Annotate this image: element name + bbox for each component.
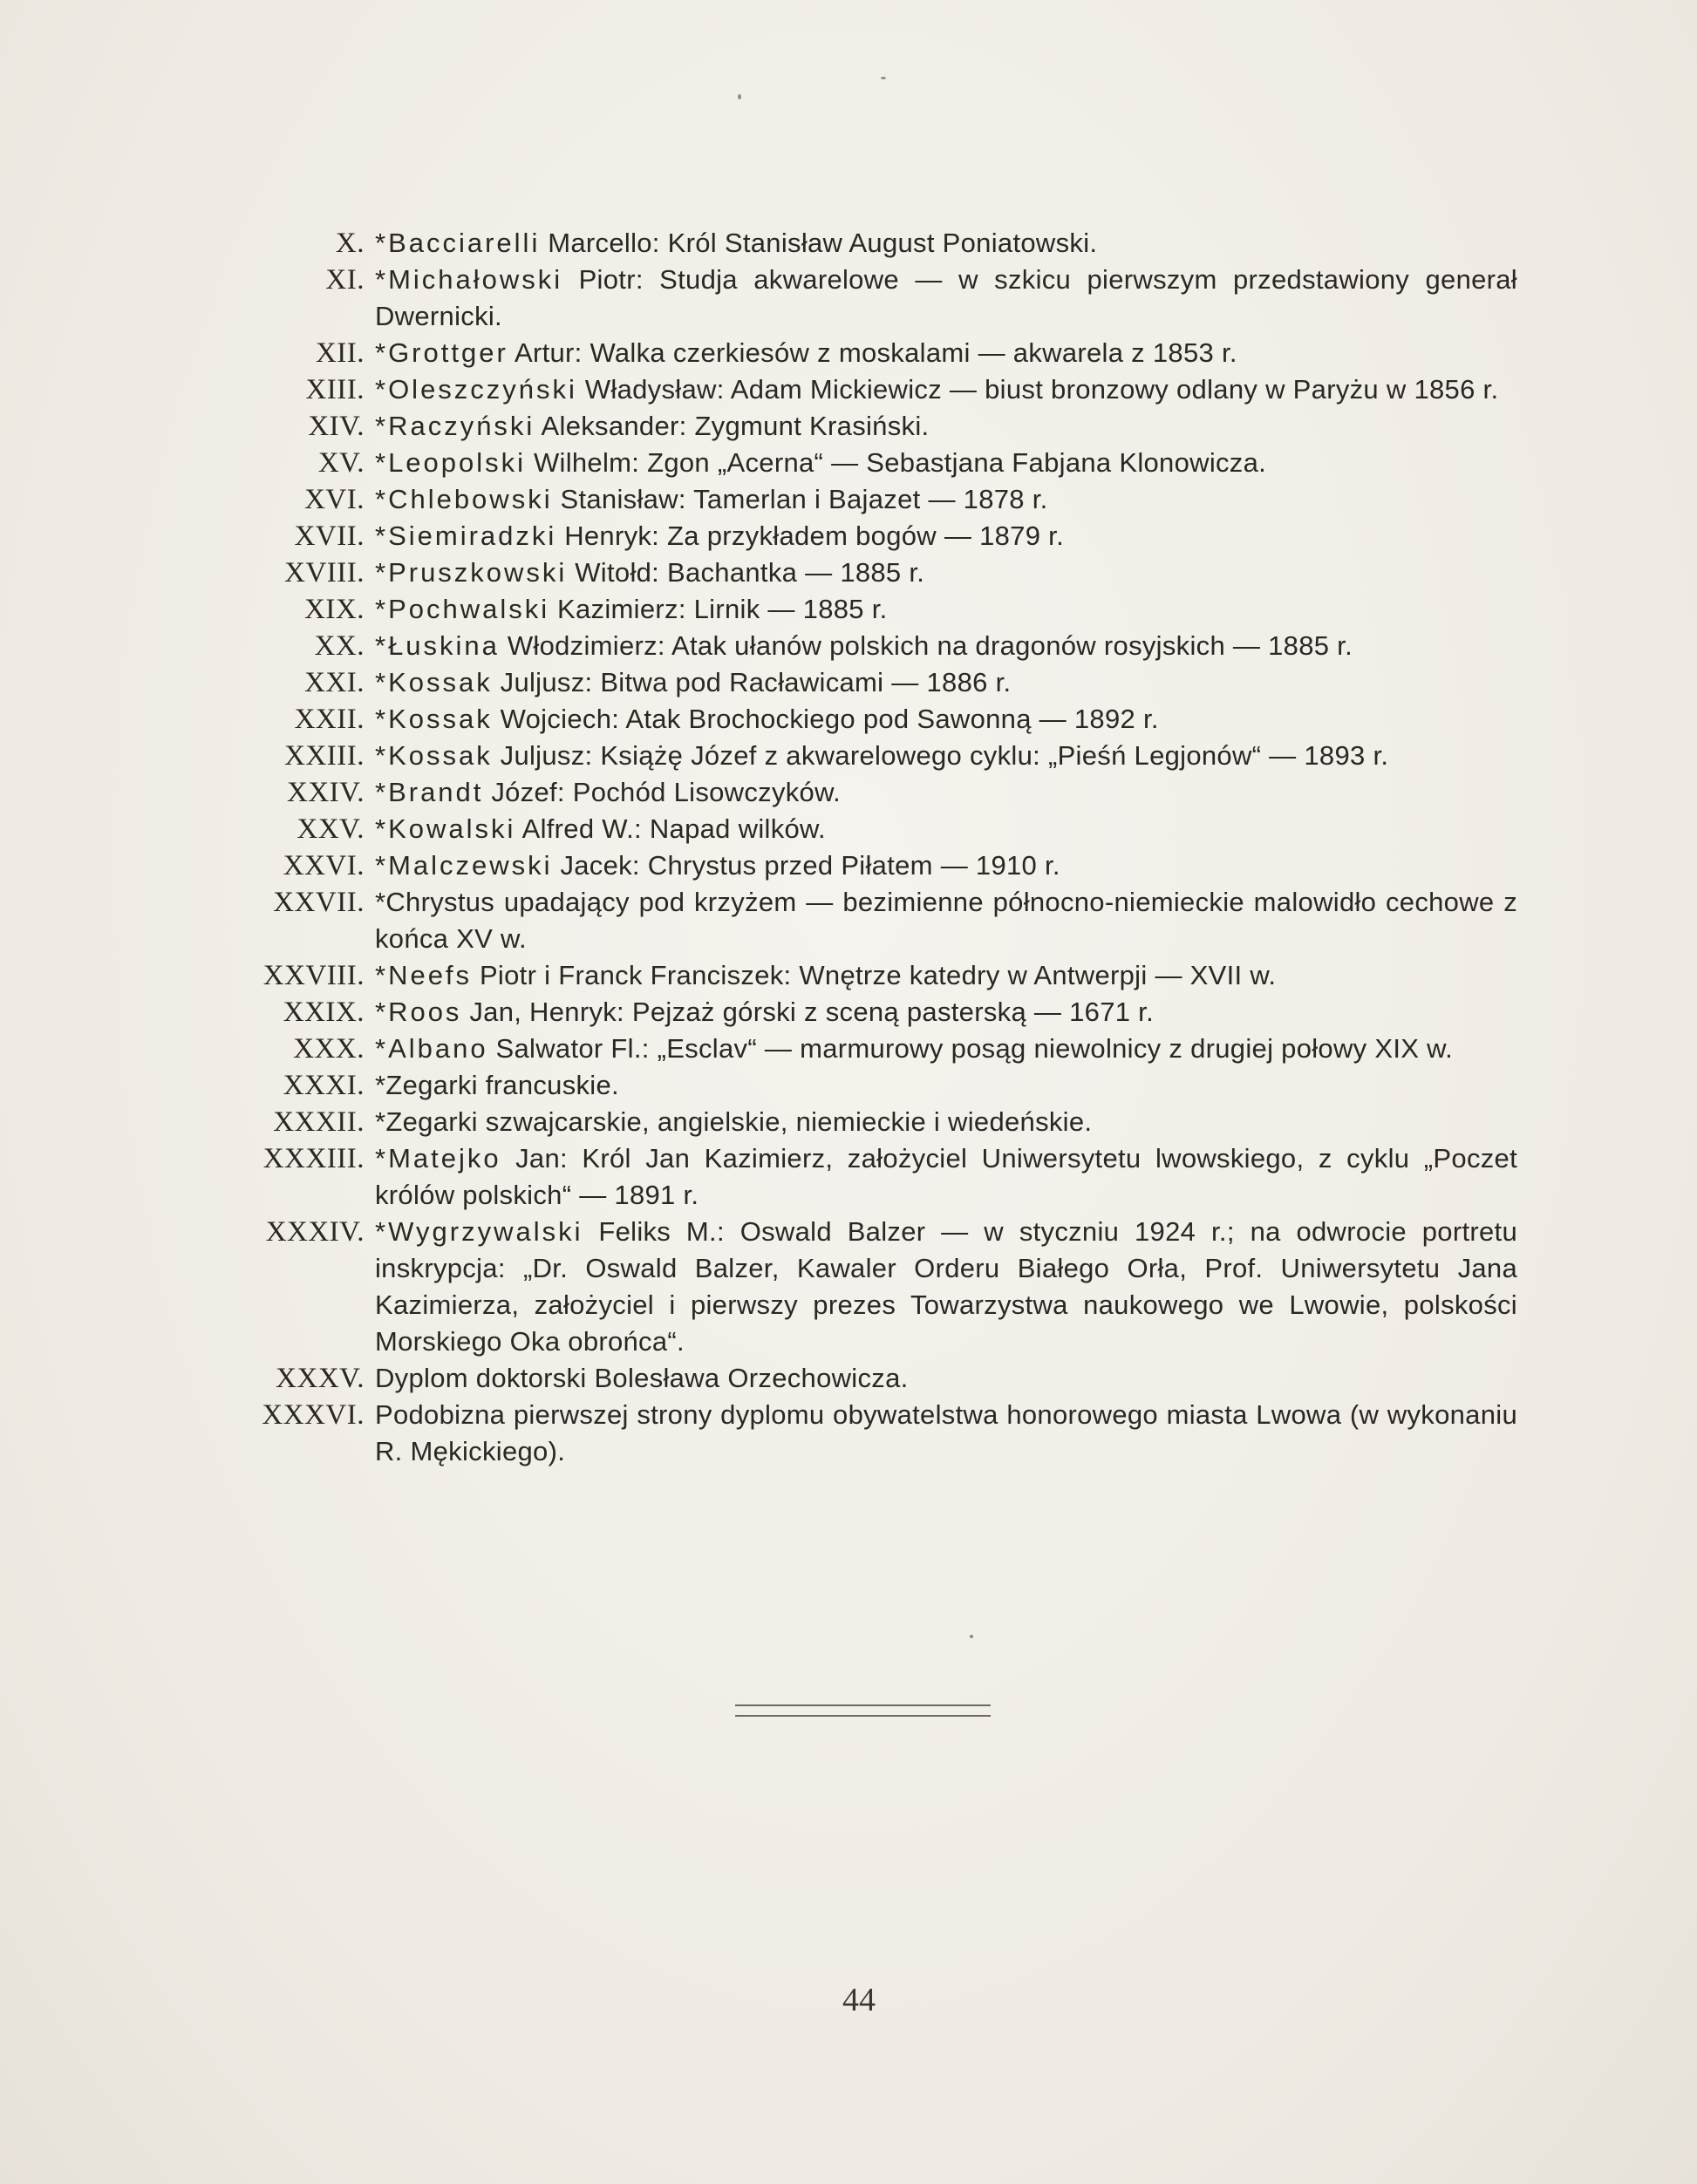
entry-author: *Grottger [375, 337, 508, 368]
entry-author: *Oleszczyński [375, 374, 577, 405]
catalog-entry [262, 481, 1517, 518]
entry-text [375, 701, 1517, 738]
entry-numeral: XXII. [294, 704, 365, 735]
entry-text [375, 884, 1517, 957]
catalog-entry [262, 628, 1517, 664]
entry-author: *Albano [375, 1033, 488, 1064]
entry-numeral: XIX. [304, 594, 365, 625]
entry-author: *Roos [375, 997, 462, 1027]
catalog-entry [262, 518, 1517, 555]
entry-description: Alfred W.: Napad wilków. [515, 813, 826, 844]
entry-description: Witołd: Bachantka — 1885 r. [567, 557, 925, 588]
entry-author: *Brandt [375, 777, 484, 807]
entry-description: Jacek: Chrystus przed Piłatem — 1910 r. [552, 850, 1060, 881]
catalog-entry [262, 664, 1517, 701]
entry-numeral: XXXII. [273, 1106, 365, 1138]
entry-numeral: XXVIII. [262, 960, 365, 991]
catalog-entry [262, 811, 1517, 847]
entry-description: *Zegarki szwajcarskie, angielskie, niemieckie i wiedeńskie. [375, 1106, 1093, 1137]
catalog-entry [262, 371, 1517, 408]
entry-numeral: XXXIV. [265, 1216, 365, 1248]
catalog-entry [262, 701, 1517, 738]
entry-description: Juljusz: Bitwa pod Racławicami — 1886 r. [492, 667, 1012, 697]
catalog-entry [262, 847, 1517, 884]
entry-author: *Kossak [375, 667, 493, 697]
catalog-entry [262, 1397, 1517, 1470]
entry-author: *Bacciarelli [375, 228, 541, 258]
entry-author: *Kowalski [375, 813, 516, 844]
entry-description: Podobizna pierwszej strony dyplomu obywatelstwa honorowego miasta Lwowa (w wykonaniu R. Mękickiego). [375, 1399, 1517, 1466]
entry-author: *Neefs [375, 960, 473, 990]
entry-text [375, 664, 1517, 701]
entry-description: Artur: Walka czerkiesów z moskalami — akwarela z 1853 r. [508, 337, 1237, 368]
entry-text [375, 957, 1517, 994]
catalog-entry [262, 555, 1517, 591]
paper-speck [970, 1635, 973, 1638]
entry-numeral: XXXIII. [262, 1143, 365, 1174]
entry-author: *Malczewski [375, 850, 553, 881]
entry-text [375, 445, 1517, 481]
catalog-entry [262, 335, 1517, 371]
entry-description: Stanisław: Tamerlan i Bajazet — 1878 r. [552, 484, 1048, 514]
entry-author: *Leopolski [375, 447, 527, 478]
entry-author: *Pruszkowski [375, 557, 568, 588]
entry-text [375, 262, 1517, 335]
entry-description: Salwator Fl.: „Esclav“ — marmurowy posąg niewolnicy z drugiej połowy XIX w. [487, 1033, 1454, 1064]
catalog-entry [262, 591, 1517, 628]
divider-line [735, 1704, 991, 1706]
paper-speck [881, 77, 886, 79]
entry-numeral: X. [335, 228, 365, 259]
entry-author: *Chlebowski [375, 484, 553, 514]
entry-description: Juljusz: Książę Józef z akwarelowego cyklu: „Pieśń Legjonów“ — 1893 r. [492, 740, 1389, 771]
entry-text [375, 847, 1517, 884]
catalog-entry [262, 1031, 1517, 1067]
entry-description: Marcello: Król Stanisław August Poniatowski. [540, 228, 1098, 258]
entry-text [375, 774, 1517, 811]
entry-numeral: XVI. [304, 484, 365, 515]
paper-speck [738, 94, 741, 99]
entry-author: *Łuskina [375, 630, 500, 661]
entry-numeral: XVII. [294, 520, 365, 552]
entry-numeral: XXIX. [283, 997, 365, 1028]
catalog-entry [262, 1104, 1517, 1140]
entry-description: Włodzimierz: Atak ułanów polskich na dragonów rosyjskich — 1885 r. [499, 630, 1353, 661]
entry-numeral: XXIV. [287, 777, 365, 808]
catalog-entry [262, 408, 1517, 445]
entry-description: *Chrystus upadający pod krzyżem — bezimienne północno-niemieckie malowidło cechowe z końca XV w. [375, 887, 1517, 954]
catalog-entry [262, 1140, 1517, 1214]
entry-description: Feliks M.: Oswald Balzer — w styczniu 1924 r.; na odwrocie portretu inskrypcja: „Dr. Oswald Balzer, Kawaler Orderu Białego Orła, Prof. Uniwersytetu Jana Kazimierza, założyciel i pierwszy prezes Towarzystwa naukowego we Lwowie, polskości Morskiego Oka obrońca“. [375, 1216, 1517, 1357]
entry-description: Jan, Henryk: Pejzaż górski z sceną pasterską — 1671 r. [461, 997, 1155, 1027]
catalog-entry [262, 884, 1517, 957]
entry-numeral: XXXI. [283, 1070, 365, 1101]
entry-text [375, 591, 1517, 628]
entry-numeral: XV. [317, 447, 365, 479]
catalog-entry [262, 1067, 1517, 1104]
entry-description: *Zegarki francuskie. [375, 1070, 619, 1100]
entry-description: Henryk: Za przykładem bogów — 1879 r. [556, 520, 1064, 551]
entry-text [375, 738, 1517, 774]
catalog-entry [262, 738, 1517, 774]
catalog-entry [262, 1214, 1517, 1360]
entry-text [375, 1214, 1517, 1360]
entry-text [375, 335, 1517, 371]
entry-numeral: XXXV. [276, 1363, 365, 1394]
entry-numeral: XXVI. [283, 850, 365, 881]
entry-text [375, 994, 1517, 1031]
catalog-entry [262, 225, 1517, 262]
entry-text [375, 555, 1517, 591]
entry-numeral: XXIII. [284, 740, 365, 772]
entry-description: Wojciech: Atak Brochockiego pod Sawonną — 1892 r. [492, 704, 1159, 734]
entry-author: *Siemiradzki [375, 520, 557, 551]
catalog-entry [262, 957, 1517, 994]
entry-text [375, 1104, 1517, 1140]
entry-numeral: XXXVI. [262, 1399, 365, 1431]
entry-text [375, 1360, 1517, 1397]
entry-numeral: XIII. [305, 374, 365, 405]
entry-text [375, 628, 1517, 664]
entry-description: Aleksander: Zygmunt Krasiński. [535, 411, 930, 441]
page-number: 44 [842, 1982, 876, 2018]
entry-description: Kazimierz: Lirnik — 1885 r. [549, 594, 888, 624]
entry-numeral: XXV. [296, 813, 365, 845]
entry-description: Piotr: Studja akwarelowe — w szkicu pierwszym przedstawiony generał Dwernicki. [375, 264, 1517, 331]
entry-numeral: XXX. [293, 1033, 365, 1065]
entry-numeral: XX. [314, 630, 365, 662]
entry-numeral: XXVII. [273, 887, 365, 918]
catalog-list [262, 225, 1517, 1470]
entry-text [375, 481, 1517, 518]
catalog-entry [262, 445, 1517, 481]
entry-text [375, 811, 1517, 847]
entry-text [375, 1140, 1517, 1214]
divider-line [735, 1715, 991, 1717]
entry-numeral: XII. [315, 337, 365, 369]
entry-author: *Kossak [375, 740, 493, 771]
entry-text [375, 225, 1517, 262]
entry-text [375, 371, 1517, 408]
catalog-entry [262, 994, 1517, 1031]
entry-description: Piotr i Franck Franciszek: Wnętrze katedry w Antwerpji — XVII w. [472, 960, 1277, 990]
entry-description: Jan: Król Jan Kazimierz, założyciel Uniwersytetu lwowskiego, z cyklu „Poczet królów polskich“ — 1891 r. [375, 1143, 1517, 1210]
catalog-entry [262, 262, 1517, 335]
entry-text [375, 1067, 1517, 1104]
entry-author: *Raczyński [375, 411, 535, 441]
entry-description: Józef: Pochód Lisowczyków. [483, 777, 841, 807]
catalog-entry [262, 774, 1517, 811]
entry-description: Dyplom doktorski Bolesława Orzechowicza. [375, 1363, 909, 1393]
entry-author: *Michałowski [375, 264, 563, 295]
entry-description: Władysław: Adam Mickiewicz — biust bronzowy odlany w Paryżu w 1856 r. [576, 374, 1499, 405]
entry-text [375, 518, 1517, 555]
entry-numeral: XXI. [304, 667, 365, 698]
entry-author: *Kossak [375, 704, 493, 734]
entry-numeral: XVIII. [284, 557, 365, 589]
catalog-entry [262, 1360, 1517, 1397]
entry-numeral: XIV. [308, 411, 365, 442]
entry-description: Wilhelm: Zgon „Acerna“ — Sebastjana Fabjana Klonowicza. [526, 447, 1267, 478]
entry-author: *Wygrzywalski [375, 1216, 583, 1247]
entry-text [375, 408, 1517, 445]
entry-text [375, 1397, 1517, 1470]
entry-text [375, 1031, 1517, 1067]
entry-numeral: XI. [325, 264, 365, 296]
entry-author: *Pochwalski [375, 594, 550, 624]
entry-author: *Matejko [375, 1143, 501, 1174]
